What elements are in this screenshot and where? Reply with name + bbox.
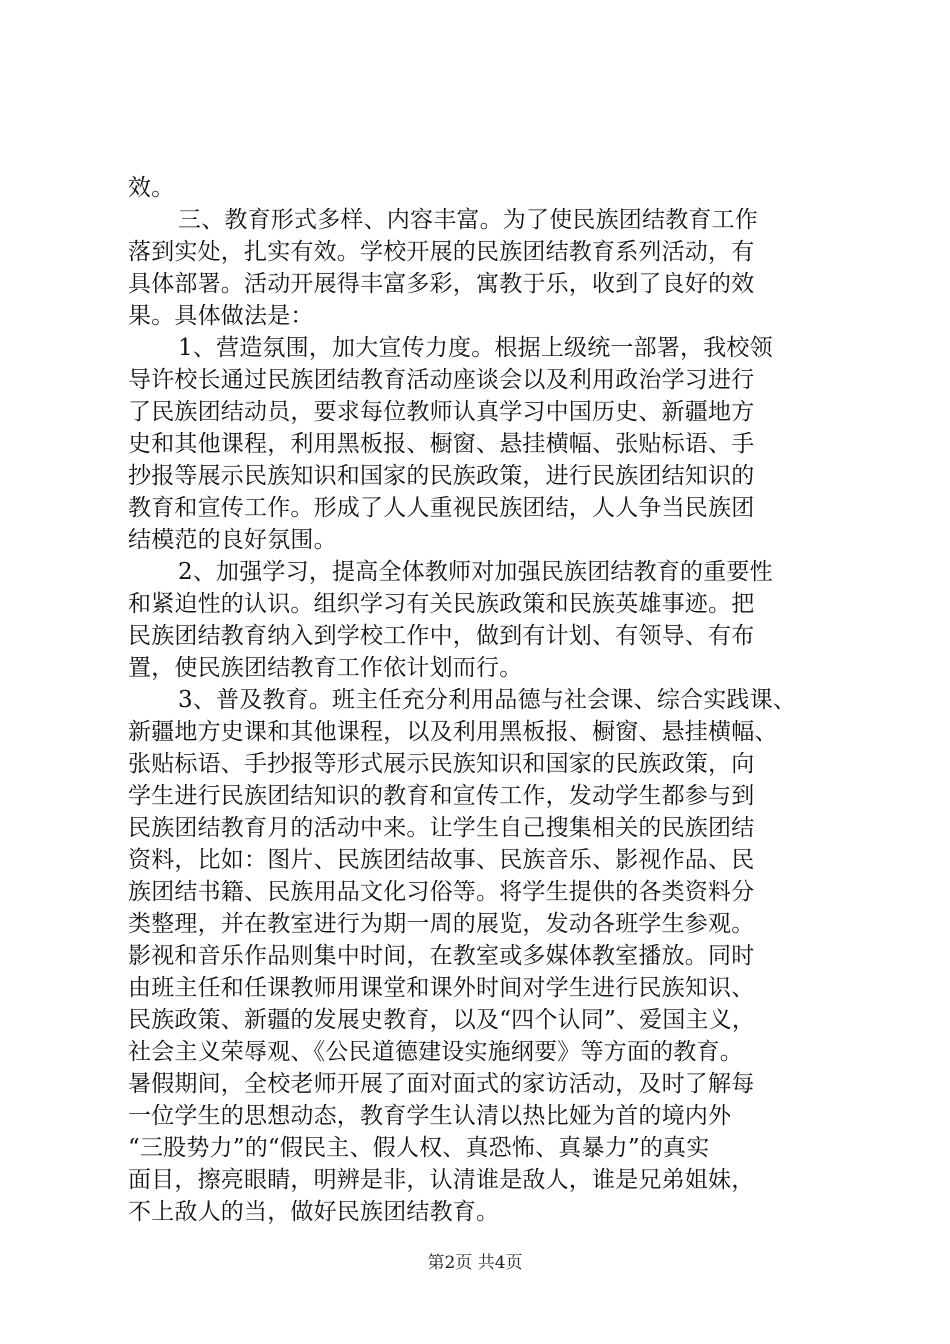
page-number-footer: 第2页 共4页 bbox=[427, 1253, 523, 1273]
text-line: 影视和音乐作品则集中时间，在教室或多媒体教室播放。同时 bbox=[128, 943, 755, 969]
text-line: 不上敌人的当，做好民族团结教育。 bbox=[128, 1199, 500, 1225]
text-line: 由班主任和任课教师用课堂和课外时间对学生进行民族知识、 bbox=[128, 975, 755, 1001]
text-line: 导许校长通过民族团结教育活动座谈会以及利用政治学习进行 bbox=[128, 367, 755, 393]
text-line: 2、加强学习，提高全体教师对加强民族团结教育的重要性 bbox=[178, 559, 773, 585]
text-line: 果。具体做法是： bbox=[128, 303, 314, 329]
text-line: 新疆地方史课和其他课程，以及利用黑板报、橱窗、悬挂横幅、 bbox=[128, 719, 778, 745]
text-line: 张贴标语、手抄报等形式展示民族知识和国家的民族政策，向 bbox=[128, 751, 755, 777]
text-line: 具体部署。活动开展得丰富多彩，寓教于乐，收到了良好的效 bbox=[128, 271, 755, 297]
text-line: 类整理，并在教室进行为期一周的展览，发动各班学生参观。 bbox=[128, 911, 755, 937]
text-line: 结模范的良好氛围。 bbox=[128, 527, 337, 553]
text-line: “三股势力”的“假民主、假人权、真恐怖、真暴力”的真实 bbox=[128, 1135, 710, 1161]
text-line: 族团结书籍、民族用品文化习俗等。将学生提供的各类资料分 bbox=[128, 879, 755, 905]
text-line: 了民族团结动员，要求每位教师认真学习中国历史、新疆地方 bbox=[128, 399, 755, 425]
text-line: 学生进行民族团结知识的教育和宣传工作，发动学生都参与到 bbox=[128, 783, 755, 809]
text-line: 置，使民族团结教育工作依计划而行。 bbox=[128, 655, 523, 681]
text-line: 民族团结教育月的活动中来。让学生自己搜集相关的民族团结 bbox=[128, 815, 755, 841]
text-line: 资料，比如：图片、民族团结故事、民族音乐、影视作品、民 bbox=[128, 847, 755, 873]
text-line: 教育和宣传工作。形成了人人重视民族团结，人人争当民族团 bbox=[128, 495, 755, 521]
text-line: 一位学生的思想动态，教育学生认清以热比娅为首的境内外 bbox=[128, 1103, 732, 1129]
text-line: 和紧迫性的认识。组织学习有关民族政策和民族英雄事迹。把 bbox=[128, 591, 755, 617]
text-line: 民族团结教育纳入到学校工作中，做到有计划、有领导、有布 bbox=[128, 623, 755, 649]
text-line: 落到实处，扎实有效。学校开展的民族团结教育系列活动，有 bbox=[128, 239, 755, 265]
text-line: 民族政策、新疆的发展史教育，以及“四个认同”、爱国主义， bbox=[128, 1007, 756, 1033]
text-line: 效。 bbox=[128, 175, 175, 201]
text-line: 三、教育形式多样、内容丰富。为了使民族团结教育工作 bbox=[178, 207, 758, 233]
text-line: 暑假期间，全校老师开展了面对面式的家访活动，及时了解每 bbox=[128, 1071, 755, 1097]
text-line: 3、普及教育。班主任充分利用品德与社会课、综合实践课、 bbox=[178, 687, 797, 713]
text-line: 史和其他课程，利用黑板报、橱窗、悬挂横幅、张贴标语、手 bbox=[128, 431, 755, 457]
text-line: 1、营造氛围，加大宣传力度。根据上级统一部署，我校领 bbox=[178, 335, 773, 361]
text-line: 面目，擦亮眼睛，明辨是非，认清谁是敌人，谁是兄弟姐妹， bbox=[128, 1167, 755, 1193]
text-line: 社会主义荣辱观、《公民道德建设实施纲要》等方面的教育。 bbox=[128, 1039, 743, 1065]
text-line: 抄报等展示民族知识和国家的民族政策，进行民族团结知识的 bbox=[128, 463, 755, 489]
